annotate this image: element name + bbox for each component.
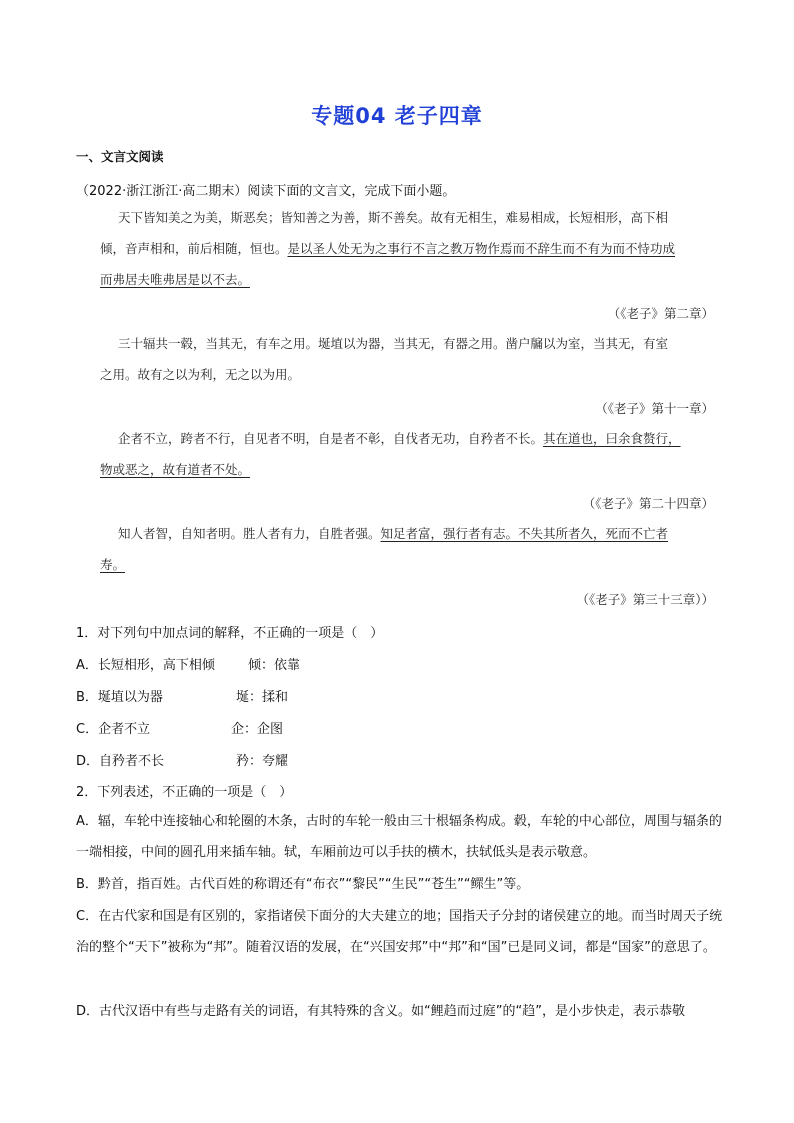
- question-intro: （2022·浙江浙江·高二期末）阅读下面的文言文，完成下面小题。: [76, 184, 456, 199]
- underlined-sentence: 其在道也，曰余食赘行，: [543, 431, 681, 446]
- underlined-sentence: 是以圣人处无为之事行不言之教万物作焉而不辞生而不有为而不恃功成: [287, 241, 676, 256]
- underlined-sentence: 而弗居夫唯弗居是以不去。: [100, 272, 251, 287]
- underlined-sentence: 知足者富，强行者有志。不失其所者久，死而不亡者: [380, 526, 669, 541]
- question-2-option-d[interactable]: D．古代汉语中有些与走路有关的词语，有其特殊的含义。如“鲤趋而过庭”的“趋”，是小步快走，表示恭敬: [76, 1004, 685, 1019]
- passage-source: （《老子》第三十三章））: [576, 592, 714, 607]
- passage-line: 之用。故有之以为利，无之以为用。: [100, 367, 301, 382]
- passage-line: [100, 264, 720, 295]
- passage-line: 三十辐共一毂，当其无，有车之用。埏埴以为器，当其无，有器之用。凿户牖以为室，当其无，有室: [118, 336, 669, 351]
- question-2-stem: 2．下列表述，不正确的一项是（ ）: [76, 785, 293, 800]
- question-2-option-a[interactable]: A．辐，车轮中连接轴心和轮圈的木条，古时的车轮一般由三十根辐条构成。毂，车轮的中心部位，周围与辐条的一端相接，中间的圆孔用来插车轴。轼，车厢前边可以手扶的横木，扶轼低头是表示敬意。: [76, 814, 722, 860]
- passage-line: 知人者智，自知者明。胜人者有力，自胜者强。知足者富，强行者有志。不失其所者久，死而不亡者: [118, 526, 669, 541]
- question-2-option-b[interactable]: B．黔首，指百姓。古代百姓的称谓还有“布衣”“黎民”“生民”“苍生”“鳏生”等。: [76, 877, 530, 892]
- question-2-option-c[interactable]: C．在古代家和国是有区别的，家指诸侯下面分的大夫建立的地；国指天子分封的诸侯建立的地。而当时周天子统治的整个“天下”被称为“邦”。随着汉语的发展，在“兴国安邦”中“邦”和“国”已是同义词，都是“国家”的意思了。: [76, 909, 723, 955]
- question-1-option-b[interactable]: B．埏埴以为器 埏：揉和: [76, 690, 289, 705]
- passage-source: （《老子》第二十四章）: [582, 496, 714, 511]
- passage-4: [100, 518, 720, 580]
- question-1-option-c[interactable]: C．企者不立 企：企图: [76, 722, 284, 737]
- underlined-sentence: 寿。: [100, 557, 126, 572]
- passage-1: [100, 202, 720, 295]
- passage-source: （《老子》第十一章）: [595, 401, 714, 416]
- passage-line: 天下皆知美之为美，斯恶矣；皆知善之为善，斯不善矣。故有无相生，难易相成，长短相形，高下相: [118, 210, 669, 225]
- page-title: 专题04 老子四章: [311, 104, 483, 128]
- passage-3: [100, 423, 720, 485]
- question-1-option-d[interactable]: D．自矜者不长 矜：夸耀: [76, 754, 289, 769]
- question-1-option-a[interactable]: A．长短相形，高下相倾 倾：依靠: [76, 658, 301, 673]
- section-heading: 一、文言文阅读: [76, 149, 164, 164]
- passage-2: [100, 328, 720, 390]
- passage-line: 倾，音声相和，前后相随，恒也。是以圣人处无为之事行不言之教万物作焉而不辞生而不有为而不恃功成: [100, 241, 676, 256]
- passage-source: （《老子》第二章）: [607, 306, 714, 321]
- passage-line: [100, 454, 720, 485]
- passage-line: [100, 549, 720, 580]
- passage-line: 企者不立，跨者不行，自见者不明，自是者不彰，自伐者无功，自矜者不长。其在道也，曰余食赘行，: [118, 431, 681, 446]
- question-1-stem: 1．对下列句中加点词的解释，不正确的一项是（ ）: [76, 626, 384, 641]
- underlined-sentence: 物或恶之，故有道者不处。: [100, 462, 251, 477]
